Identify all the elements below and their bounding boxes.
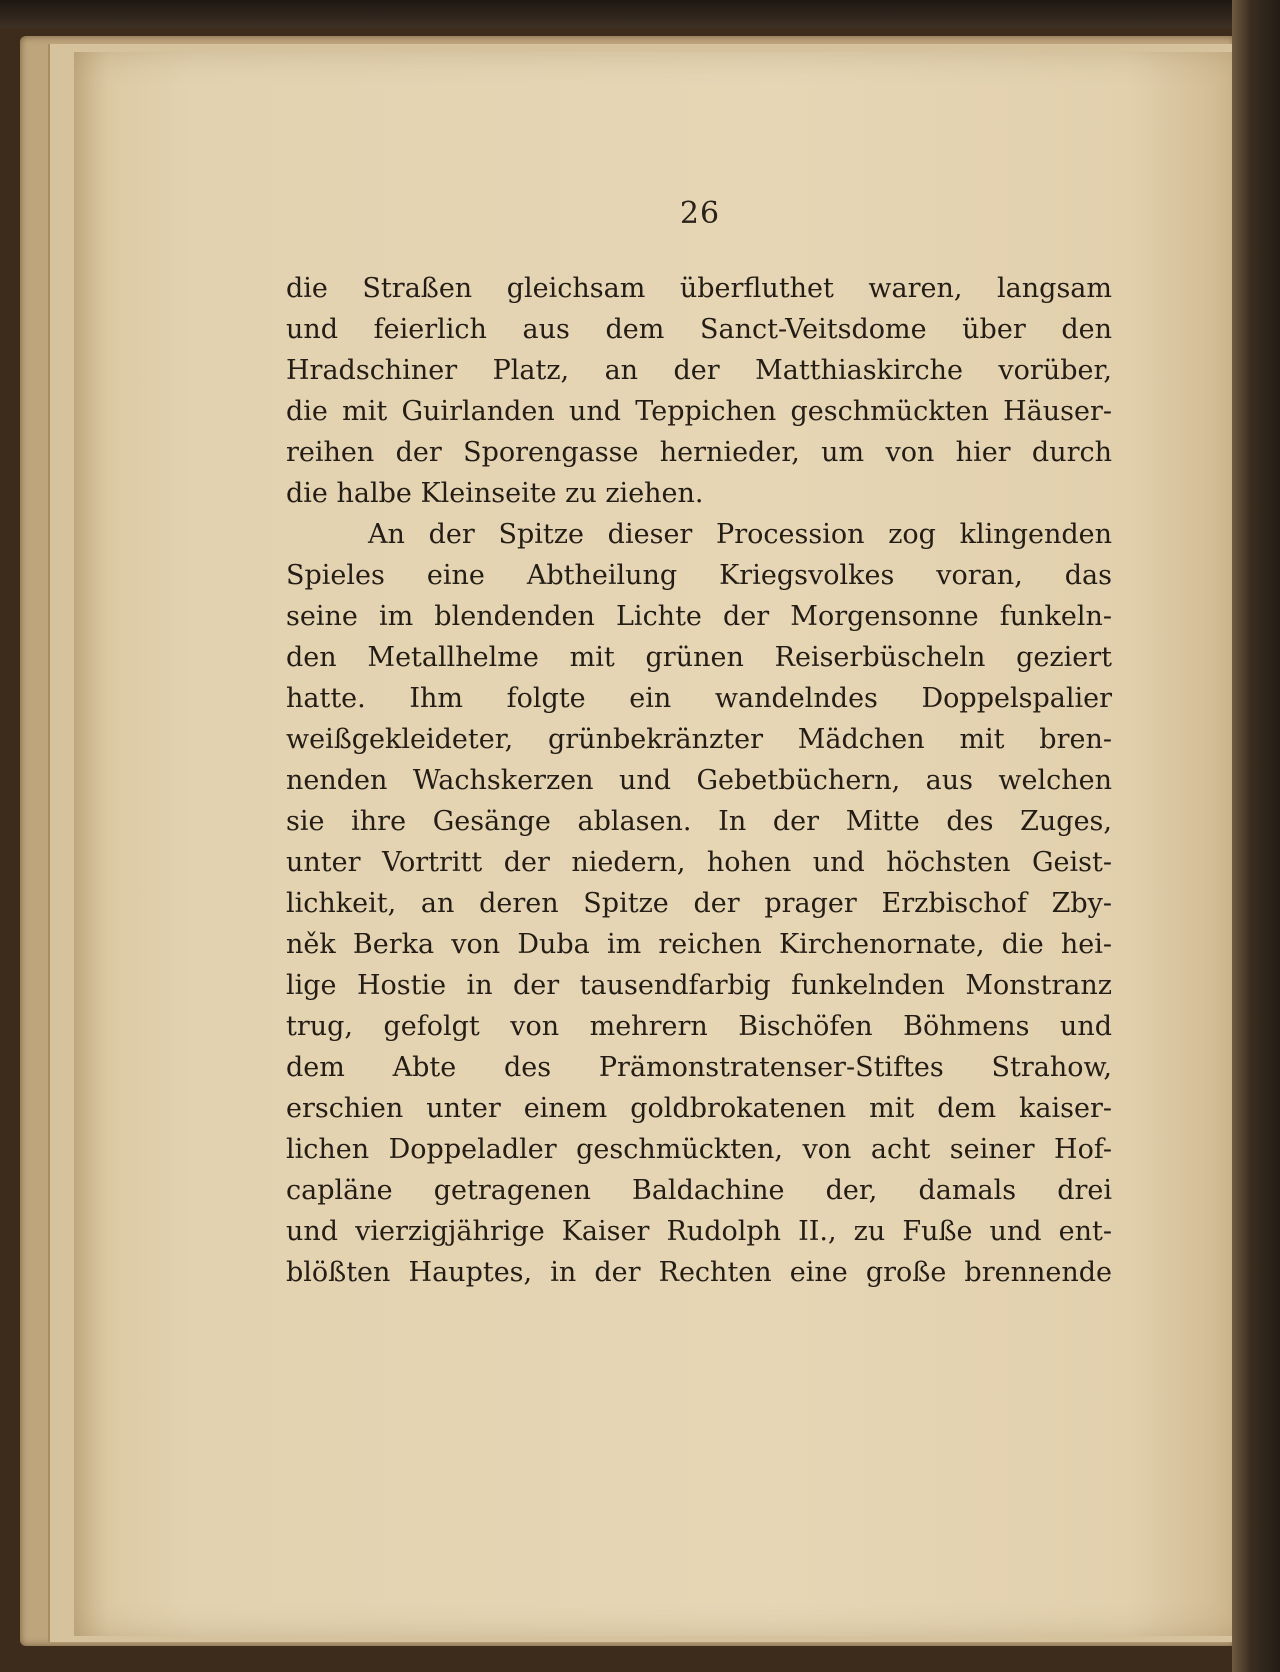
text-line: sie ihre Gesänge ablasen. In der Mitte des Zuges, — [286, 806, 1112, 837]
body-text — [286, 268, 1112, 1293]
text-line: seine im blendenden Lichte der Morgensonne funkeln- — [286, 601, 1112, 632]
text-line: capläne getragenen Baldachine der, damals drei — [286, 1175, 1112, 1206]
text-line: die mit Guirlanden und Teppichen geschmückten Häuser- — [286, 396, 1112, 427]
text-line: die halbe Kleinseite zu ziehen. — [286, 478, 704, 509]
text-line: lige Hostie in der tausendfarbig funkelnden Monstranz — [286, 970, 1112, 1001]
text-line: reihen der Sporengasse hernieder, um von hier durch — [286, 437, 1112, 468]
text-line: dem Abte des Prämonstratenser-Stiftes Strahow, — [286, 1052, 1112, 1083]
text-line: erschien unter einem goldbrokatenen mit dem kaiser- — [286, 1093, 1112, 1124]
text-line: unter Vortritt der niedern, hohen und höchsten Geist- — [286, 847, 1112, 878]
text-line: něk Berka von Duba im reichen Kirchenornate, die hei- — [286, 929, 1112, 960]
text-line: und vierzigjährige Kaiser Rudolph II., zu Fuße und ent- — [286, 1216, 1112, 1247]
text-line: die Straßen gleichsam überfluthet waren, langsam — [286, 273, 1112, 304]
text-line: Spieles eine Abtheilung Kriegsvolkes voran, das — [286, 560, 1112, 591]
page-number: 26 — [679, 196, 721, 231]
text-line: nenden Wachskerzen und Gebetbüchern, aus welchen — [286, 765, 1112, 796]
text-line: und feierlich aus dem Sanct-Veitsdome über den — [286, 314, 1112, 345]
text-line: trug, gefolgt von mehrern Bischöfen Böhmens und — [286, 1011, 1112, 1042]
text-line: Hradschiner Platz, an der Matthiaskirche vorüber, — [286, 355, 1112, 386]
text-line: blößten Hauptes, in der Rechten eine große brennende — [286, 1257, 1112, 1288]
text-line: weißgekleideter, grünbekränzter Mädchen mit bren- — [286, 724, 1112, 755]
text-line: hatte. Ihm folgte ein wandelndes Doppelspalier — [286, 683, 1112, 714]
text-line: An der Spitze dieser Procession zog klingenden — [368, 519, 1112, 550]
text-line: lichen Doppeladler geschmückten, von acht seiner Hof- — [286, 1134, 1112, 1165]
book-spine-shadow — [1232, 0, 1280, 1672]
book-cover-top-edge — [0, 0, 1280, 28]
text-line: lichkeit, an deren Spitze der prager Erzbischof Zby- — [286, 888, 1112, 919]
text-line: den Metallhelme mit grünen Reiserbüscheln geziert — [286, 642, 1112, 673]
